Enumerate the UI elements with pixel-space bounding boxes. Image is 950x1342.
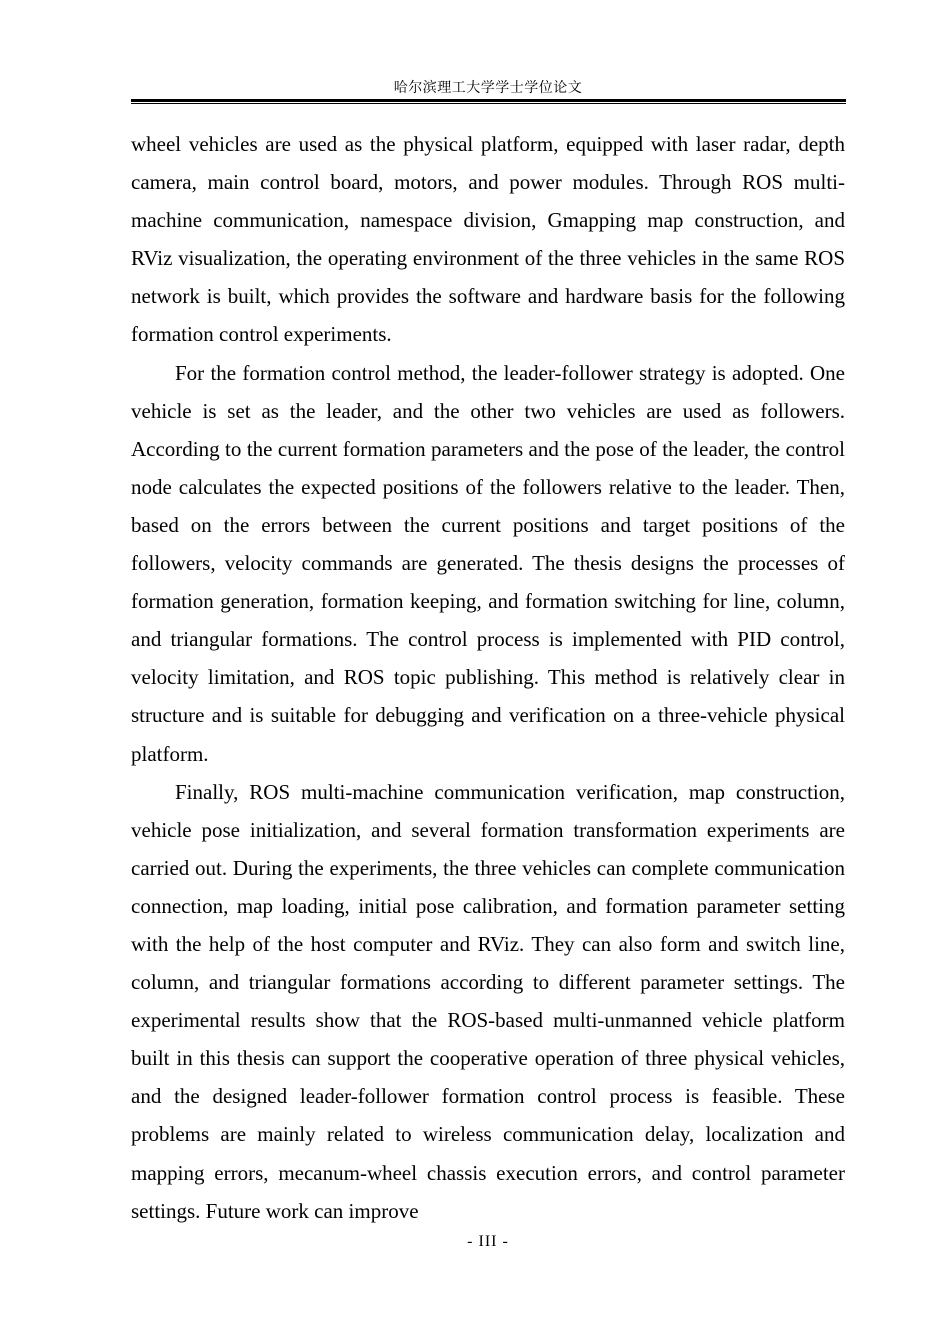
body-text (131, 125, 845, 1230)
paragraph-continued: wheel vehicles are used as the physical platform, equipped with laser radar, depth camera, main control board, motors, and power modules. Through ROS multi-machine communication, namespace division, Gmapping map construction, and RViz visualization, the operating environment of the three vehicles in the same ROS network is built, which provides the software and hardware basis for the following formation control experiments. (131, 132, 845, 347)
running-header: 哈尔滨理工大学学士学位论文 (393, 80, 583, 96)
paragraph-experiments: Finally, ROS multi-machine communication verification, map construction, vehicle pose initialization, and several formation transformation experiments are carried out. During the experiments, the three vehicles can complete communication connection, map loading, initial pose calibration, and formation parameter setting with the help of the host computer and RViz. They can also form and switch line, column, and triangular formations according to different parameter settings. The experimental results show that the ROS-based multi-unmanned vehicle platform built in this thesis can support the cooperative operation of three physical vehicles, and the designed leader-follower formation control process is feasible. These problems are mainly related to wireless communication delay, localization and mapping errors, mecanum-wheel chassis execution errors, and control parameter settings. Future work can improve (131, 779, 845, 1223)
paragraph-formation-method: For the formation control method, the leader-follower strategy is adopted. One vehicle is set as the leader, and the other two vehicles are used as followers. According to the current formation parameters and the pose of the leader, the control node calculates the expected positions of the followers relative to the leader. Then, based on the errors between the current positions and target positions of the followers, velocity commands are generated. The thesis designs the processes of formation generation, formation keeping, and formation switching for line, column, and triangular formations. The control process is implemented with PID control, velocity limitation, and ROS topic publishing. This method is relatively clear in structure and is suitable for debugging and verification on a three-vehicle physical platform. (131, 360, 845, 766)
header-rule-thick (131, 99, 846, 102)
page-number: - III - (467, 1233, 509, 1250)
header-rule-thin (131, 103, 846, 104)
